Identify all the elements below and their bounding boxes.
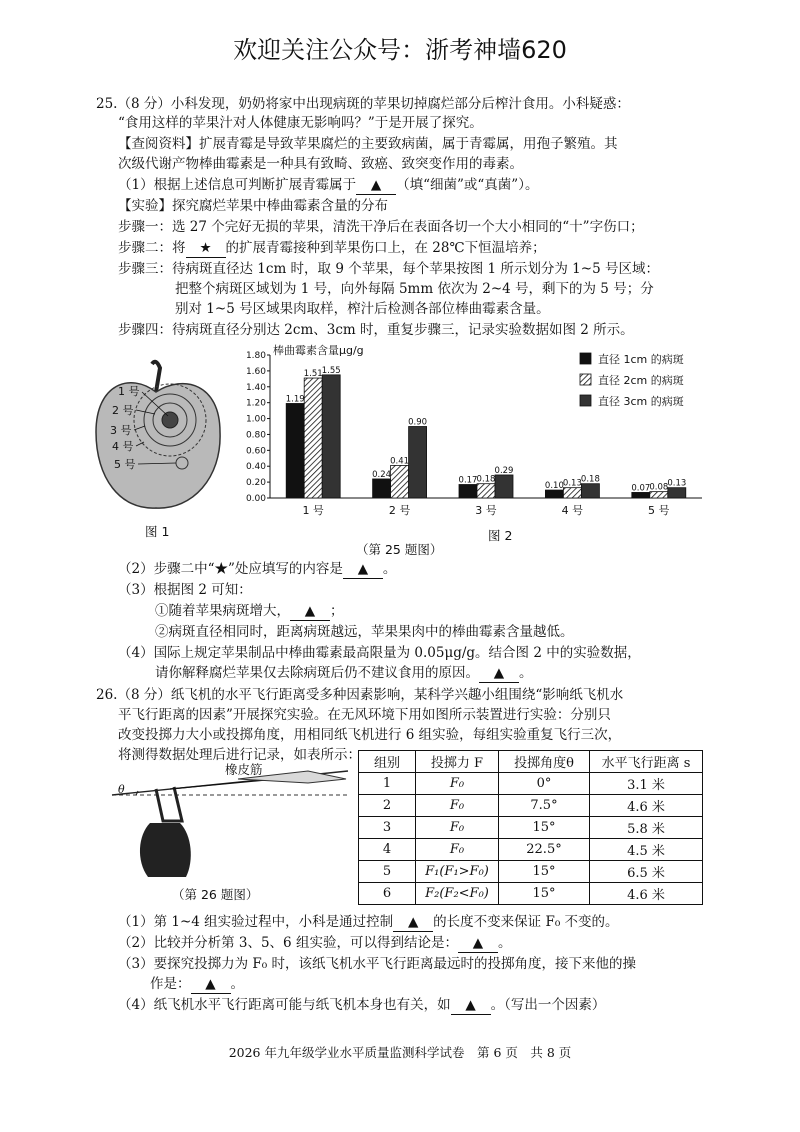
legend-swatch: [580, 353, 591, 364]
q25-step-3c: 别对 1~5 号区域果肉取样，榨汁后检测各部位棒曲霉素含量。: [175, 301, 550, 317]
data-label: 0.24: [372, 469, 392, 480]
y-tick-label: 1.00: [245, 414, 266, 425]
data-label: 0.08: [649, 482, 669, 493]
x-tick-label: 3 号: [475, 504, 497, 517]
answer-blank[interactable]: ▲: [356, 176, 396, 195]
q25-step-2: [118, 239, 546, 258]
table-cell: 6: [359, 883, 416, 905]
page-footer: 2026 年九年级学业水平质量监测科学试卷 第 6 页 共 8 页: [228, 1045, 572, 1060]
table-cell: F₂(F₂<F₀): [416, 883, 499, 905]
q26-sub-4: [118, 996, 605, 1015]
answer-blank[interactable]: ▲: [393, 913, 433, 932]
hand-icon: [140, 823, 191, 877]
table-cell: F₀: [416, 795, 499, 817]
q26-sub-1-text: （1）第 1~4 组实验过程中，小科是通过控制: [118, 914, 394, 930]
q26-sub-3a: （3）要探究投掷力为 F₀ 时，该纸飞机水平飞行距离最远时的投掷角度，接下来他的操: [118, 956, 636, 972]
bar: [668, 488, 686, 498]
answer-blank[interactable]: ▲: [458, 934, 498, 953]
q25-line-3: 【查阅资料】扩展青霉是导致苹果腐烂的主要致病菌，属于青霉属，用孢子繁殖。其: [118, 136, 618, 152]
q25-sub-1-tail: （填“细菌”或“真菌”）。: [396, 177, 539, 193]
answer-blank[interactable]: ▲: [451, 996, 491, 1015]
data-label: 1.55: [321, 365, 341, 376]
y-tick-label: 0.80: [245, 430, 266, 441]
x-tick-label: 1 号: [302, 504, 324, 517]
table-row: [359, 817, 703, 839]
q25-step-4: 步骤四：待病斑直径分别达 2cm、3cm 时，重复步骤三，记录实验数据如图 2 所示。: [118, 322, 634, 338]
q26-sub-4-text: （4）纸飞机水平飞行距离可能与纸飞机本身也有关，如: [118, 997, 451, 1013]
data-label: 0.17: [458, 475, 478, 486]
data-label: 0.29: [494, 465, 514, 476]
table-row: [359, 839, 703, 861]
data-label: 0.13: [667, 478, 687, 489]
data-label: 0.07: [631, 483, 651, 494]
star-blank[interactable]: ★: [186, 239, 226, 258]
x-tick-label: 2 号: [388, 504, 411, 517]
q26-sub-2-text: （2）比较并分析第 3、5、6 组实验，可以得到结论是：: [118, 935, 458, 951]
apple-stem-icon: [152, 362, 160, 392]
table-cell: 2: [359, 795, 416, 817]
answer-blank[interactable]: ▲: [191, 975, 231, 994]
figure-1-label: 图 1: [145, 524, 170, 539]
table-cell: 3: [359, 817, 416, 839]
y-tick-label: 1.20: [245, 398, 266, 409]
bar: [391, 465, 409, 498]
q25-sub-4b-text: 请你解释腐烂苹果仅去除病斑后仍不建议食用的原因。: [155, 665, 479, 681]
y-tick-label: 1.60: [245, 366, 266, 377]
q25-sub-3a-text: ①随着苹果病斑增大，: [155, 603, 290, 619]
table-row: [359, 773, 703, 795]
table-cell: 5: [359, 861, 416, 883]
figure-25-caption: （第 25 题图）: [356, 542, 443, 557]
q26-sub-2: （2）比较并分析第 3、5、6 组实验，可以得到结论是： ▲ 。: [118, 935, 512, 951]
bar: [563, 488, 581, 498]
y-tick-label: 0.40: [245, 462, 266, 473]
table-cell: 6.5 米: [590, 861, 703, 883]
bar: [545, 490, 563, 498]
q25-step-1: 步骤一：选 27 个完好无损的苹果，清洗干净后在表面各切一个大小相同的“十”字伤口；: [118, 219, 644, 235]
bar: [286, 403, 304, 498]
q26-sub-3b-text: 作是：: [150, 976, 191, 992]
q25-sub-2: （2）步骤二中“★”处应填写的内容是 ▲ 。: [118, 561, 397, 577]
bar-chart: [240, 343, 710, 538]
y-tick-label: 1.40: [245, 382, 266, 393]
table-header-row: [359, 751, 703, 773]
y-tick-label: 0.20: [245, 478, 266, 489]
q26-line-1: 26.（8 分）纸飞机的水平飞行距离受多种因素影响，某科学兴趣小组围绕“影响纸飞机水: [96, 687, 624, 703]
table-cell: 4.6 米: [590, 795, 703, 817]
data-label: 0.18: [580, 474, 600, 485]
launcher-figure: [108, 765, 353, 885]
table-row: [359, 861, 703, 883]
q25-step-3b: 把整个病斑区域划为 1 号，向外每隔 5mm 依次为 2~4 号，剩下的为 5 号；分: [175, 281, 654, 297]
data-label: 1.19: [285, 394, 305, 405]
figure-26-caption: （第 26 题图）: [172, 887, 259, 902]
col-header: 投掷角度θ: [499, 751, 590, 773]
table-cell: 4.5 米: [590, 839, 703, 861]
bar: [409, 427, 427, 499]
q25-sub-1-text: （1）根据上述信息可判断扩展青霉属于: [118, 177, 357, 193]
q25-line-1: 25.（8 分）小科发现，奶奶将家中出现病斑的苹果切掉腐烂部分后榨汁食用。小科疑惑：: [96, 96, 630, 112]
q25-sub-4a: （4）国际上规定苹果制品中棒曲霉素最高限量为 0.05μg/g。结合图 2 中的实验数据，: [118, 645, 641, 661]
col-header: 组别: [359, 751, 416, 773]
q26-sub-3b: 作是： ▲ 。: [150, 976, 244, 992]
q26-sub-4-tail: 。（写出一个因素）: [490, 997, 606, 1013]
y-tick-label: 0.60: [245, 446, 266, 457]
page-header: 欢迎关注公众号：浙考神墙620: [233, 36, 567, 64]
figure-2-label: 图 2: [488, 528, 513, 543]
table-cell: 7.5°: [499, 795, 590, 817]
data-label: 0.10: [544, 481, 564, 492]
apple-label-4: 4 号: [112, 440, 134, 453]
col-header: 水平飞行距离 s: [590, 751, 703, 773]
x-tick-label: 5 号: [648, 504, 670, 517]
bar: [322, 375, 340, 498]
theta-label: θ: [118, 783, 125, 796]
data-label: 0.41: [390, 456, 410, 467]
table-cell: 15°: [499, 817, 590, 839]
table-row: [359, 883, 703, 905]
apple-figure: [90, 350, 240, 540]
table-cell: F₁(F₁>F₀): [416, 861, 499, 883]
x-tick-label: 4 号: [561, 504, 584, 517]
table-cell: 15°: [499, 861, 590, 883]
table-cell: F₀: [416, 773, 499, 795]
q26-sub-1: [118, 913, 619, 932]
table-cell: 15°: [499, 883, 590, 905]
answer-blank[interactable]: ▲: [343, 560, 383, 579]
table-cell: F₀: [416, 839, 499, 861]
bar: [304, 378, 322, 498]
table-cell: 22.5°: [499, 839, 590, 861]
apple-label-1: 1 号: [118, 385, 140, 398]
bar: [459, 484, 477, 498]
y-tick-label: 0.00: [245, 494, 266, 504]
legend-label: 直径 2cm 的病斑: [598, 374, 684, 387]
table-body: [359, 773, 703, 905]
table-cell: F₀: [416, 817, 499, 839]
q25-step-2-tail: 的扩展青霉接种到苹果伤口上，在 28℃下恒温培养；: [225, 240, 546, 256]
legend-label: 直径 1cm 的病斑: [598, 353, 684, 366]
q26-sub-1-tail: 的长度不变来保证 F₀ 不变的。: [433, 914, 619, 930]
lesion-spot: [162, 412, 178, 428]
data-label: 1.51: [303, 369, 323, 380]
table-cell: 5.8 米: [590, 817, 703, 839]
data-label: 0.18: [476, 474, 496, 485]
q25-sub-3a: ①随着苹果病斑增大， ▲ ；: [155, 603, 344, 619]
table-cell: 4: [359, 839, 416, 861]
apple-label-5: 5 号: [114, 458, 136, 471]
rubber-band-label-text: 橡皮筋: [225, 762, 263, 777]
y-axis-label: 棒曲霉素含量μg/g: [273, 344, 364, 357]
q26-line-4: 将测得数据处理后进行记录，如表所示：: [118, 747, 361, 763]
table-cell: 1: [359, 773, 416, 795]
table-row: [359, 795, 703, 817]
experiment-table: [358, 750, 703, 905]
bar: [581, 484, 599, 498]
q25-sub-3: （3）根据图 2 可知：: [118, 582, 252, 598]
q25-line-2: “食用这样的苹果汁对人体健康无影响吗？”于是开展了探究。: [118, 115, 483, 131]
q25-step-2-text: 步骤二：将: [118, 240, 186, 256]
table-cell: 0°: [499, 773, 590, 795]
q25-experiment-title: 【实验】探究腐烂苹果中棒曲霉素含量的分布: [118, 198, 388, 214]
q25-sub-4b: 请你解释腐烂苹果仅去除病斑后仍不建议食用的原因。 ▲ 。: [155, 665, 533, 681]
bar: [373, 479, 391, 498]
data-label: 0.13: [562, 478, 582, 489]
answer-blank[interactable]: ▲: [479, 664, 519, 683]
q25-sub-2-text: （2）步骤二中“★”处应填写的内容是: [118, 561, 343, 577]
bar: [477, 484, 495, 498]
q25-step-3a: 步骤三：待病斑直径达 1cm 时，取 9 个苹果，每个苹果按图 1 所示划分为 1~5 号区域：: [118, 261, 659, 277]
q26-line-3: 改变投掷力大小或投掷角度，用相同纸飞机进行 6 组实验，每组实验重复飞行三次，: [118, 727, 622, 743]
apple-label-2: 2 号: [112, 404, 134, 417]
q25-line-4: 次级代谢产物棒曲霉素是一种具有致畸、致癌、致突变作用的毒素。: [118, 156, 523, 172]
q26-line-2: 平飞行距离的因素”开展探究实验。在无风环境下用如图所示装置进行实验：分别只: [118, 707, 611, 723]
q25-sub-3b: ②病斑直径相同时，距离病斑越远，苹果果肉中的棒曲霉素含量越低。: [155, 624, 574, 640]
legend-swatch: [580, 395, 591, 406]
q25-sub-1: [118, 176, 538, 195]
y-tick-label: 1.80: [245, 351, 266, 361]
slingshot-icon: [156, 787, 182, 821]
data-label: 0.90: [408, 417, 428, 428]
legend-label: 直径 3cm 的病斑: [598, 395, 684, 408]
col-header: 投掷力 F: [416, 751, 499, 773]
table-cell: 3.1 米: [590, 773, 703, 795]
answer-blank[interactable]: ▲: [290, 602, 330, 621]
table-cell: 4.6 米: [590, 883, 703, 905]
apple-label-3: 3 号: [110, 424, 132, 437]
bar: [495, 475, 513, 498]
legend-swatch: [580, 374, 591, 385]
